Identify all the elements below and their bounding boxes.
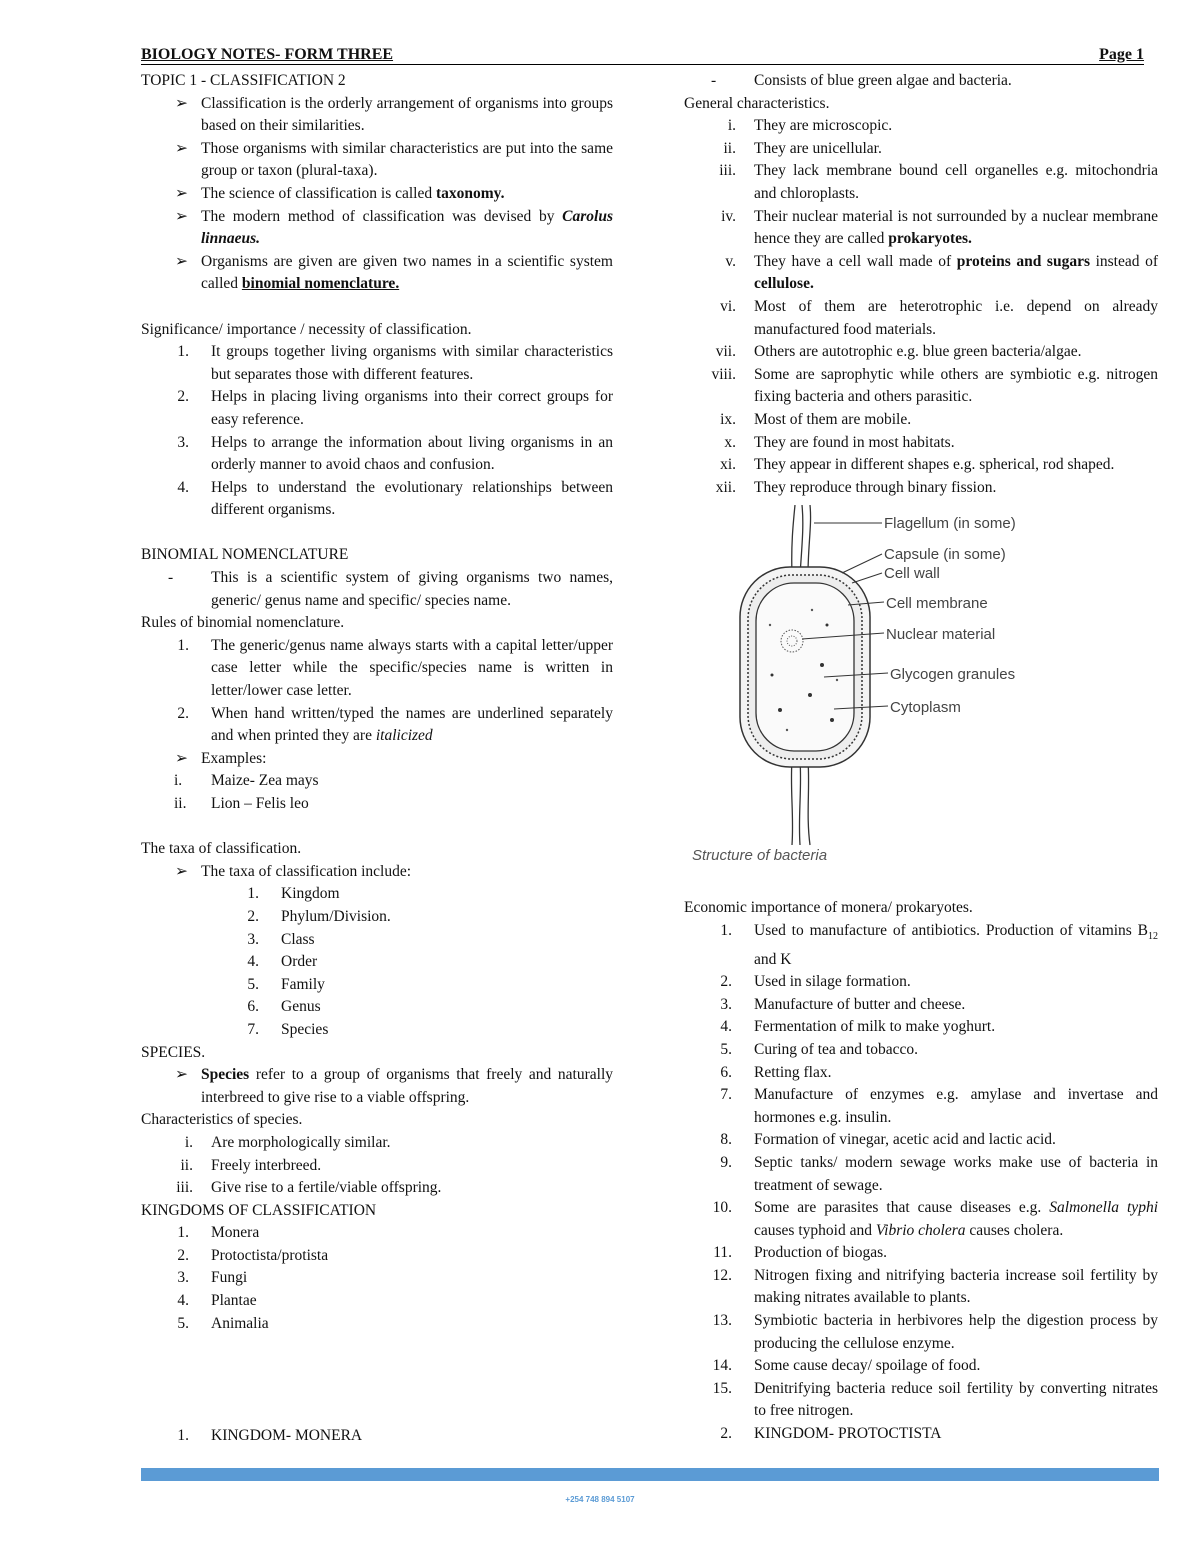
significance-heading: Significance/ importance / necessity of classification. <box>141 320 472 338</box>
list-item: 9. Septic tanks/ modern sewage works make use of bacteria in treatment of sewage. <box>720 1153 1158 1194</box>
list-item: 4. Plantae <box>177 1292 257 1310</box>
label-nuclear-material: Nuclear material <box>886 626 996 644</box>
arrow-bullet-icon: ➢ <box>175 94 188 112</box>
arrow-bullet-icon: ➢ <box>175 1066 188 1084</box>
list-item: ii. Lion – Felis leo <box>174 795 309 812</box>
list-item: 1. The generic/genus name always starts with a capital letter/upper case letter while the specific/species name is written in letter/lower case letter. <box>177 636 613 700</box>
taxa-heading: The taxa of classification. <box>141 840 302 858</box>
list-item: ➢ The science of classification is called taxonomy. <box>141 183 613 206</box>
kingdoms-heading: KINGDOMS OF CLASSIFICATION <box>141 1201 377 1219</box>
label-flagellum: Flagellum (in some) <box>884 515 1016 533</box>
arrow-bullet-icon: ➢ <box>175 749 188 767</box>
list-item: vii. Others are autotrophic e.g. blue green bacteria/algae. <box>715 343 1082 361</box>
list-item: ix. Most of them are mobile. <box>720 410 912 428</box>
list-item: ➢ Those organisms with similar characteristics are put into the same group or taxon (plural-taxa). <box>141 138 613 183</box>
arrow-bullet-icon: ➢ <box>175 184 188 202</box>
list-item: v. They have a cell wall made of proteins and sugars instead of cellulose. <box>725 252 1159 293</box>
section-heading-protoctista: 2. KINGDOM- PROTOCTISTA <box>720 1425 942 1443</box>
list-item: ➢ The modern method of classification was devised by Carolus linnaeus. <box>141 206 613 251</box>
page-number: Page 1 <box>1099 46 1144 63</box>
list-item: - This is a scientific system of giving organisms two names, generic/ genus name and specific/ species name. <box>168 569 613 609</box>
list-item: i. Maize- Zea mays <box>174 772 319 790</box>
label-glycogen-granules: Glycogen granules <box>890 666 1016 684</box>
list-item: ➢ Organisms are given are given two names in a scientific system called binomial nomenclature. <box>141 251 613 296</box>
term-binomial: binomial nomenclature. <box>241 275 400 293</box>
list-item: 12. Nitrogen fixing and nitrifying bacteria increase soil fertility by making nitrates available to plants. <box>712 1266 1158 1307</box>
list-item: 6. Retting flax. <box>720 1063 832 1081</box>
footer-phone: +254 748 894 5107 <box>565 1495 635 1504</box>
arrow-bullet-icon: ➢ <box>175 207 188 225</box>
list-item: 1. Used to manufacture of antibiotics. Production of vitamins $B_{12}$ and K <box>720 921 1158 968</box>
rules-heading: Rules of binomial nomenclature. <box>141 614 345 632</box>
list-item: 5. Animalia <box>177 1314 269 1332</box>
list-item: 15. Denitrifying bacteria reduce soil fertility by converting nitrates to free nitrogen. <box>712 1379 1158 1420</box>
figure-caption: Structure of bacteria <box>692 847 828 865</box>
section-heading-monera: 1. KINGDOM- MONERA <box>177 1427 363 1445</box>
list-item: 4. Fermentation of milk to make yoghurt. <box>720 1018 996 1036</box>
list-item: 3. Fungi <box>177 1269 248 1287</box>
general-characteristics-heading: General characteristics. <box>684 94 830 112</box>
term-taxonomy: taxonomy. <box>435 184 505 202</box>
list-item: 7. Species <box>247 1020 329 1038</box>
list-item: 4. Helps to understand the evolutionary relationships between different organisms. <box>177 478 613 519</box>
list-item: i. They are microscopic. <box>727 117 893 135</box>
list-item: 7. Manufacture of enzymes e.g. amylase and invertase and hormones e.g. insulin. <box>720 1086 1158 1126</box>
list-item: ➢ Species refer to a group of organisms that freely and naturally interbreed to give rise to a viable offspring. <box>141 1064 613 1109</box>
list-item: 3. Helps to arrange the information about living organisms in an orderly manner to avoid chaos and confusion. <box>177 433 613 474</box>
list-item: viii. Some are saprophytic while others are symbiotic e.g. nitrogen fixing bacteria and others parasitic. <box>711 365 1158 406</box>
list-item: - Consists of blue green algae and bacteria. <box>711 72 1012 89</box>
list-item: 2. Used in silage formation. <box>720 973 911 991</box>
species-heading: SPECIES. <box>141 1043 206 1061</box>
list-item: iii. They lack membrane bound cell organelles e.g. mitochondria and chloroplasts. <box>719 162 1158 202</box>
label-cell-wall: Cell wall <box>884 565 940 583</box>
list-item: i. Are morphologically similar. <box>184 1133 391 1151</box>
list-item: 13. Symbiotic bacteria in herbivores help the digestion process by producing the cellulose enzyme. <box>712 1312 1158 1352</box>
list-item: 5. Family <box>247 975 325 993</box>
list-item: 1. Kingdom <box>247 885 340 903</box>
list-item: 2. When hand written/typed the names are underlined separately and when printed they are italicized <box>177 704 613 745</box>
page-header <box>141 46 1144 65</box>
list-item: 8. Formation of vinegar, acetic acid and lactic acid. <box>720 1131 1056 1149</box>
bacteria-diagram <box>692 505 1072 875</box>
list-item: 1. It groups together living organisms with similar characteristics but separates those with different features. <box>177 343 613 383</box>
list-item: 2. Protoctista/protista <box>177 1246 329 1264</box>
list-item: xi. They appear in different shapes e.g. spherical, rod shaped. <box>720 456 1115 474</box>
arrow-bullet-icon: ➢ <box>175 862 188 880</box>
label-cell-membrane: Cell membrane <box>886 595 988 613</box>
list-item: ➢ Examples: <box>141 748 613 771</box>
list-item: 4. Order <box>247 953 318 971</box>
list-item: ➢ The taxa of classification include: <box>141 861 613 884</box>
economic-importance-heading: Economic importance of monera/ prokaryotes. <box>684 899 973 917</box>
header-title: BIOLOGY NOTES- FORM THREE <box>141 46 394 63</box>
list-item: 11. Production of biogas. <box>713 1244 888 1262</box>
right-column <box>684 70 1158 1446</box>
list-item: vi. Most of them are heterotrophic i.e. depend on already manufactured food materials. <box>720 297 1158 338</box>
label-cytoplasm: Cytoplasm <box>890 699 961 717</box>
topic-heading: TOPIC 1 - CLASSIFICATION 2 <box>141 72 346 89</box>
list-item: iii. Give rise to a fertile/viable offspring. <box>176 1179 442 1197</box>
list-item: 10. Some are parasites that cause diseases e.g. Salmonella typhi causes typhoid and Vibrio cholera causes cholera. <box>712 1199 1158 1239</box>
species-characteristics-heading: Characteristics of species. <box>141 1111 303 1129</box>
binomial-heading: BINOMIAL NOMENCLATURE <box>141 546 349 564</box>
label-capsule: Capsule (in some) <box>884 546 1006 564</box>
footer-bar <box>141 1468 1159 1481</box>
list-item: 3. Manufacture of butter and cheese. <box>720 995 966 1013</box>
list-item: ii. Freely interbreed. <box>180 1156 322 1174</box>
list-item: 3. Class <box>247 930 315 948</box>
list-item: 2. Helps in placing living organisms into their correct groups for easy reference. <box>177 388 613 428</box>
list-item: 2. Phylum/Division. <box>247 907 391 925</box>
list-item: ➢ Classification is the orderly arrangement of organisms into groups based on their similarities. <box>141 93 613 138</box>
list-item: xii. They reproduce through binary fission. <box>715 478 997 496</box>
arrow-bullet-icon: ➢ <box>175 252 188 270</box>
list-item: 6. Genus <box>247 998 321 1016</box>
list-item: 14. Some cause decay/ spoilage of food. <box>712 1357 981 1375</box>
list-item: ii. They are unicellular. <box>723 139 882 157</box>
term-linnaeus: Carolus linnaeus. <box>201 207 613 248</box>
list-item: 5. Curing of tea and tobacco. <box>720 1040 918 1058</box>
bacteria-structure-figure <box>692 505 1072 875</box>
list-item: 1. Monera <box>177 1224 260 1242</box>
arrow-bullet-icon: ➢ <box>175 139 188 157</box>
left-column <box>141 70 613 1448</box>
list-item: iv. Their nuclear material is not surrounded by a nuclear membrane hence they are called prokaryotes. <box>721 207 1158 248</box>
list-item: x. They are found in most habitats. <box>724 433 955 451</box>
